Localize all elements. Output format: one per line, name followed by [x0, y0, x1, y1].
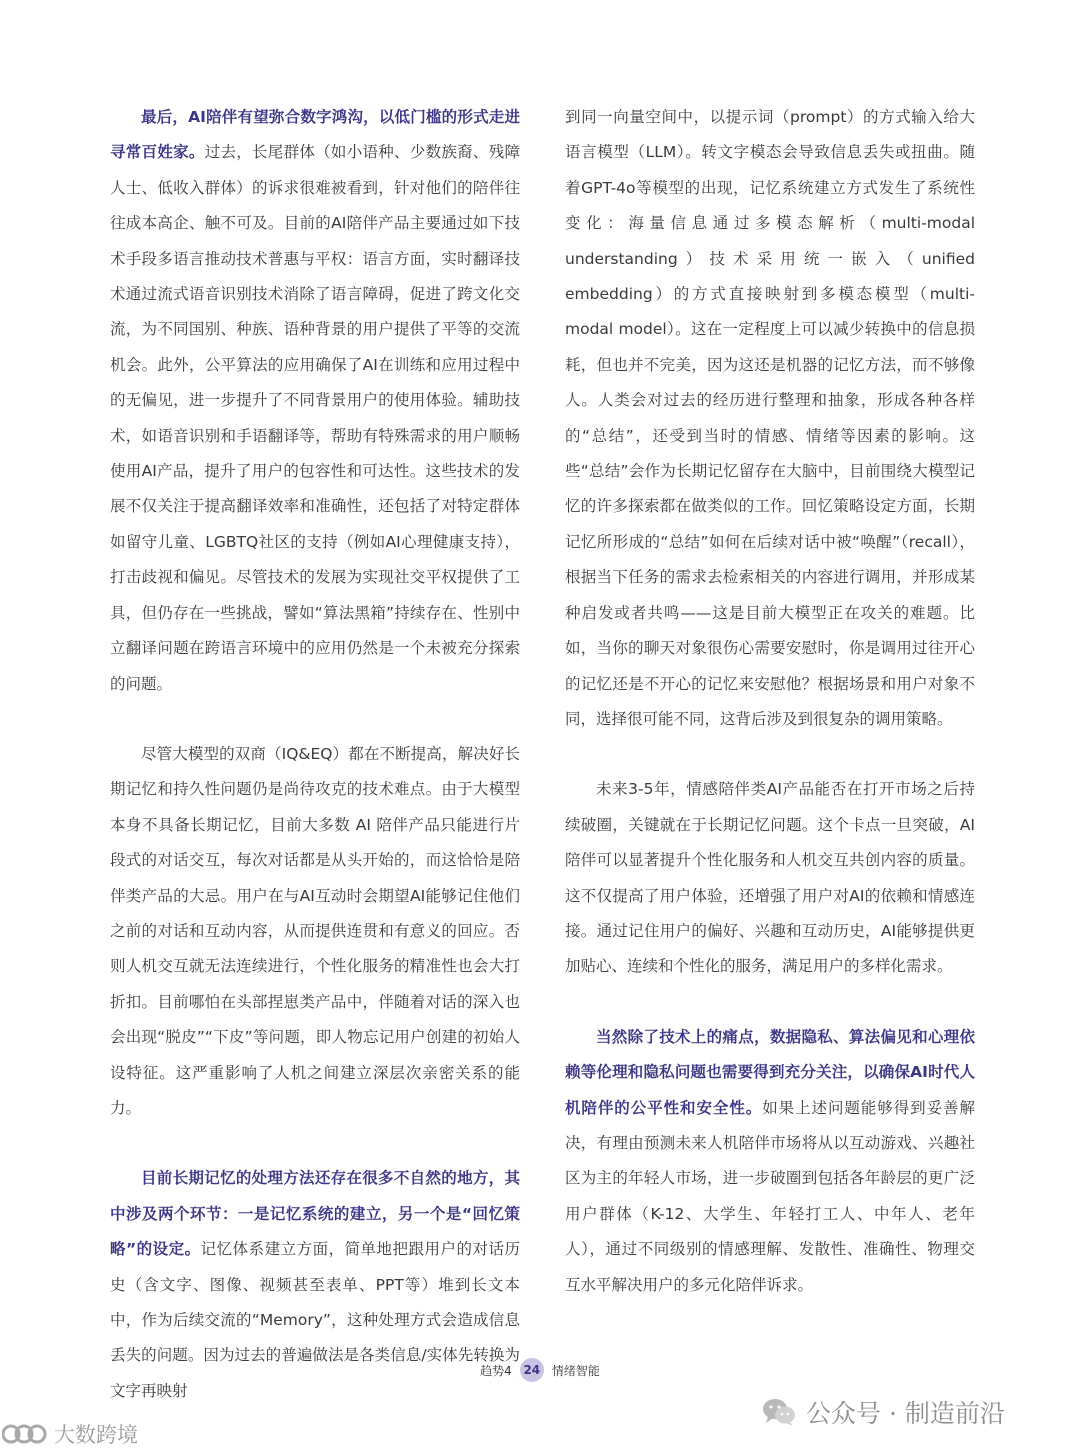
body-text: 过去，长尾群体（如小语种、少数族裔、残障人士、低收入群体）的诉求很难被看到，针对他们的陪伴往往成本高企、触不可及。目前的AI陪伴产品主要通过如下技术手段多语言推动技术普惠与平权：语言方面，实时翻译技术通过流式语音识别技术消除了语言障碍，促进了跨文化交流，为不同国别、种族、语种背景的用户提供了平等的交流机会。此外，公平算法的应用确保了AI在训练和应用过程中的无偏见，进一步提升了不同背景用户的使用体验。辅助技术，如语音识别和手语翻译等，帮助有特殊需求的用户顺畅使用AI产品，提升了用户的包容性和可达性。这些技术的发展不仅关注于提高翻译效率和准确性，还包括了对特定群体如留守儿童、LGBTQ社区的支持（例如AI心理健康支持），打击歧视和偏见。尽管技术的发展为实现社交平权提供了工具，但仍存在一些挑战，譬如“算法黑箱”持续存在、性别中立翻译问题在跨语言环境中的应用仍然是一个未被充分探索的问题。 [110, 143, 520, 693]
emphasis-text: 目前长期记忆的处理方法还存在很多不自然的地方，其中涉及两个环节：一是记忆系统的建立，另一个是“回忆策略”的设定。 [110, 1169, 520, 1259]
body-text: 尽管大模型的双商（IQ&EQ）都在不断提高，解决好长期记忆和持久性问题仍是尚待攻克的技术难点。由于大模型本身不具备长期记忆，目前大多数 AI 陪伴产品只能进行片段式的对话交互，每次对话都是从头开始的，而这恰恰是陪伴类产品的大忌。用户在与AI互动时会期望AI能够记住他们之前的对话和互动内容，从而提供连贯和有意义的回应。否则人机交互就无法连续进行，个性化服务的精准性也会大打折扣。目前哪怕在头部捏崽类产品中，伴随着对话的深入也会出现“脱皮”“下皮”等问题，即人物忘记用户创建的初始人设特征。这严重影响了人机之间建立深层次亲密关系的能力。 [110, 744, 520, 1117]
emphasis-text: 当然除了技术上的痛点，数据隐私、算法偏见和心理依赖等伦理和隐私问题也需要得到充分关注，以确保AI时代人机陪伴的公平性和安全性。 [565, 1027, 975, 1117]
body-text: 记忆体系建立方面，简单地把跟用户的对话历史（含文字、图像、视频甚至表单、PPT等）堆到长文本中，作为后续交流的“Memory”，这种处理方式会造成信息丢失的问题。因为过去的普遍做法是各类信息/实体先转换为文字再映射 [110, 1240, 520, 1400]
paragraph [110, 737, 520, 1126]
right-column [565, 100, 975, 1303]
page-number-badge: 24 [520, 1358, 544, 1382]
paragraph [565, 772, 975, 984]
emphasis-text: 最后，AI陪伴有望弥合数字鸿沟，以低门槛的形式走进寻常百姓家。 [110, 108, 520, 162]
body-text: 未来3-5年，情感陪伴类AI产品能否在打开市场之后持续破圈，关键就在于长期记忆问题。这个卡点一旦突破，AI陪伴可以显著提升个性化服务和人机交互共创内容的质量。这不仅提高了用户体验，还增强了用户对AI的依赖和情感连接。通过记住用户的偏好、兴趣和互动历史，AI能够提供更加贴心、连续和个性化的服务，满足用户的多样化需求。 [565, 780, 975, 976]
body-text: 到同一向量空间中，以提示词（prompt）的方式输入给大语言模型（LLM）。转文字模态会导致信息丢失或扭曲。随着GPT-4o等模型的出现，记忆系统建立方式发生了系统性变化：海量信息通过多模态解析（multi-modal understanding）技术采用统一嵌入（unified embedding）的方式直接映射到多模态模型（multi-modal model）。这在一定程度上可以减少转换中的信息损耗，但也并不完美，因为这还是机器的记忆方法，而不够像人。人类会对过去的经历进行整理和抽象，形成各种各样的“总结”，还受到当时的情感、情绪等因素的影响。这些“总结”会作为长期记忆留存在大脑中，目前围绕大模型记忆的许多探索都在做类似的工作。回忆策略设定方面，长期记忆所形成的“总结”如何在后续对话中被“唤醒”（recall），根据当下任务的需求去检索相关的内容进行调用，并形成某种启发或者共鸣——这是目前大模型正在攻关的难题。比如，当你的聊天对象很伤心需要安慰时，你是调用过往开心的记忆还是不开心的记忆来安慰他？根据场景和用户对象不同，选择很可能不同，这背后涉及到很复杂的调用策略。 [565, 108, 975, 728]
paragraph [565, 1020, 975, 1303]
footer-section: 情绪智能 [551, 1363, 600, 1378]
page-footer [0, 1357, 1080, 1383]
footer-series: 趋势4 [480, 1363, 512, 1378]
wechat-watermark [762, 1395, 1005, 1429]
watermark-text: 大数跨境 [54, 1423, 138, 1447]
brand-watermark [2, 1417, 138, 1451]
wechat-icon [762, 1397, 796, 1427]
paragraph [110, 100, 520, 702]
brand-logo-icon [2, 1421, 48, 1447]
watermark-text: 公众号 · 制造前沿 [806, 1399, 1005, 1428]
paragraph [565, 100, 975, 737]
body-text: 如果上述问题能够得到妥善解决，有理由预测未来人机陪伴市场将从以互动游戏、兴趣社区为主的年轻人市场，进一步破圈到包括各年龄层的更广泛用户群体（K-12、大学生、年轻打工人、中年人、老年人），通过不同级别的情感理解、发散性、准确性、物理交互水平解决用户的多元化陪伴诉求。 [565, 1098, 975, 1294]
left-column [110, 100, 520, 1409]
